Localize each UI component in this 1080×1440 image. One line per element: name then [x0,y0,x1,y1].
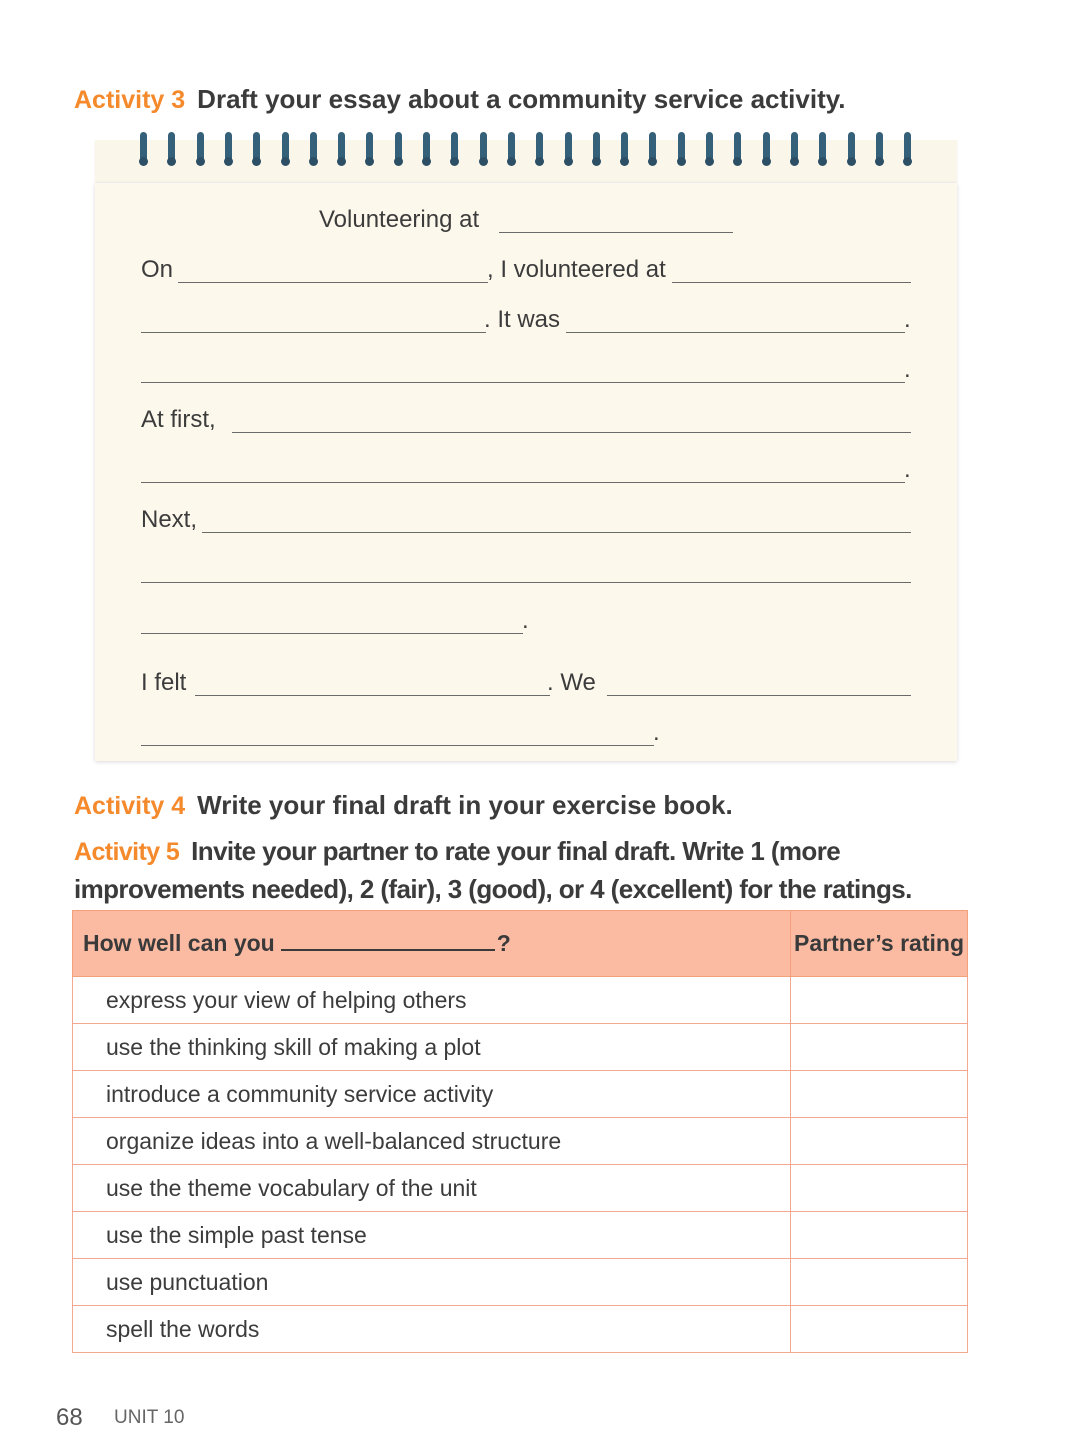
spiral-ring-icon [734,132,741,164]
on-label: On [141,256,174,283]
rating-cell[interactable] [791,1165,968,1212]
unit-label: UNIT 10 [114,1407,185,1428]
table-row [73,1259,968,1306]
spiral-ring-icon [197,132,204,164]
activity-4-label: Activity 4 [74,792,186,820]
title-blank[interactable] [499,232,733,233]
line-3-blank-b[interactable] [566,332,905,333]
spiral-binding-icon [135,132,925,168]
line-8-blank[interactable] [141,582,911,583]
last-line-period: . [653,719,660,746]
rating-column-header [791,911,968,977]
skill-cell: spell the words [73,1306,791,1353]
line-9-blank[interactable] [141,633,523,634]
spiral-ring-icon [366,132,373,164]
activity-5-heading [74,833,1014,908]
table-row [73,1306,968,1353]
spiral-ring-icon [649,132,656,164]
line-6-blank[interactable] [141,482,905,483]
last-line-blank[interactable] [141,745,654,746]
spiral-ring-icon [763,132,770,164]
spiral-ring-icon [225,132,232,164]
felt-blank[interactable] [195,695,550,696]
header-question-start: How well can you [83,930,275,956]
next-label: Next, [141,506,198,533]
rating-cell[interactable] [791,1024,968,1071]
rating-header-label: Partner’s rating [794,930,964,956]
activity-4-heading [74,790,733,821]
place-blank[interactable] [672,282,911,283]
spiral-ring-icon [423,132,430,164]
skill-cell: organize ideas into a well-balanced structure [73,1118,791,1165]
line-9-period: . [522,607,529,634]
spiral-ring-icon [536,132,543,164]
spiral-ring-icon [480,132,487,164]
table-row [73,1118,968,1165]
spiral-ring-icon [819,132,826,164]
spiral-ring-icon [904,132,911,164]
activity-3-heading [74,84,846,115]
rating-cell[interactable] [791,1071,968,1118]
activity-5-instruction: Invite your partner to rate your final draft. Write 1 (more improvements needed), 2 (fair), 3 (good), or 4 (excellent) for the ratings. [74,836,912,904]
activity-3-label: Activity 3 [74,86,186,114]
next-blank[interactable] [202,532,911,533]
essay-title-label: Volunteering at [319,206,480,233]
activity-3-instruction: Draft your essay about a community service activity. [197,84,846,114]
page-number: 68 [56,1404,83,1431]
spiral-ring-icon [282,132,289,164]
it-was-label: . It was [484,306,561,333]
rating-cell[interactable] [791,977,968,1024]
volunteered-at-label: , I volunteered at [487,256,666,283]
table-row [73,1165,968,1212]
date-blank[interactable] [178,282,488,283]
at-first-label: At first, [141,406,216,433]
table-row [73,977,968,1024]
rating-cell[interactable] [791,1306,968,1353]
line-4-blank[interactable] [141,382,905,383]
rating-cell[interactable] [791,1212,968,1259]
skill-cell: use the simple past tense [73,1212,791,1259]
i-felt-label: I felt [141,669,187,696]
skill-cell: use punctuation [73,1259,791,1306]
skill-cell: introduce a community service activity [73,1071,791,1118]
table-row [73,1212,968,1259]
line-4-period: . [904,356,911,383]
spiral-ring-icon [621,132,628,164]
rating-cell[interactable] [791,1259,968,1306]
skill-cell: express your view of helping others [73,977,791,1024]
header-blank [281,933,495,951]
spiral-ring-icon [876,132,883,164]
header-question-end: ? [496,930,511,956]
spiral-ring-icon [508,132,515,164]
spiral-ring-icon [168,132,175,164]
rating-table [72,910,968,1353]
skill-column-header [73,911,791,977]
we-blank[interactable] [607,695,911,696]
spiral-ring-icon [310,132,317,164]
activity-4-instruction: Write your final draft in your exercise book. [197,790,733,820]
line-3-blank-a[interactable] [141,332,486,333]
spiral-ring-icon [848,132,855,164]
at-first-blank[interactable] [232,432,911,433]
activity-5-label: Activity 5 [74,838,180,866]
table-row [73,1071,968,1118]
skill-cell: use the thinking skill of making a plot [73,1024,791,1071]
we-label: . We [547,669,596,696]
spiral-ring-icon [338,132,345,164]
spiral-ring-icon [451,132,458,164]
spiral-ring-icon [140,132,147,164]
spiral-ring-icon [395,132,402,164]
table-row [73,1024,968,1071]
rating-cell[interactable] [791,1118,968,1165]
spiral-ring-icon [791,132,798,164]
spiral-ring-icon [565,132,572,164]
spiral-ring-icon [678,132,685,164]
spiral-ring-icon [253,132,260,164]
line-3-period: . [904,306,911,333]
line-6-period: . [904,456,911,483]
skill-cell: use the theme vocabulary of the unit [73,1165,791,1212]
spiral-ring-icon [706,132,713,164]
spiral-ring-icon [593,132,600,164]
